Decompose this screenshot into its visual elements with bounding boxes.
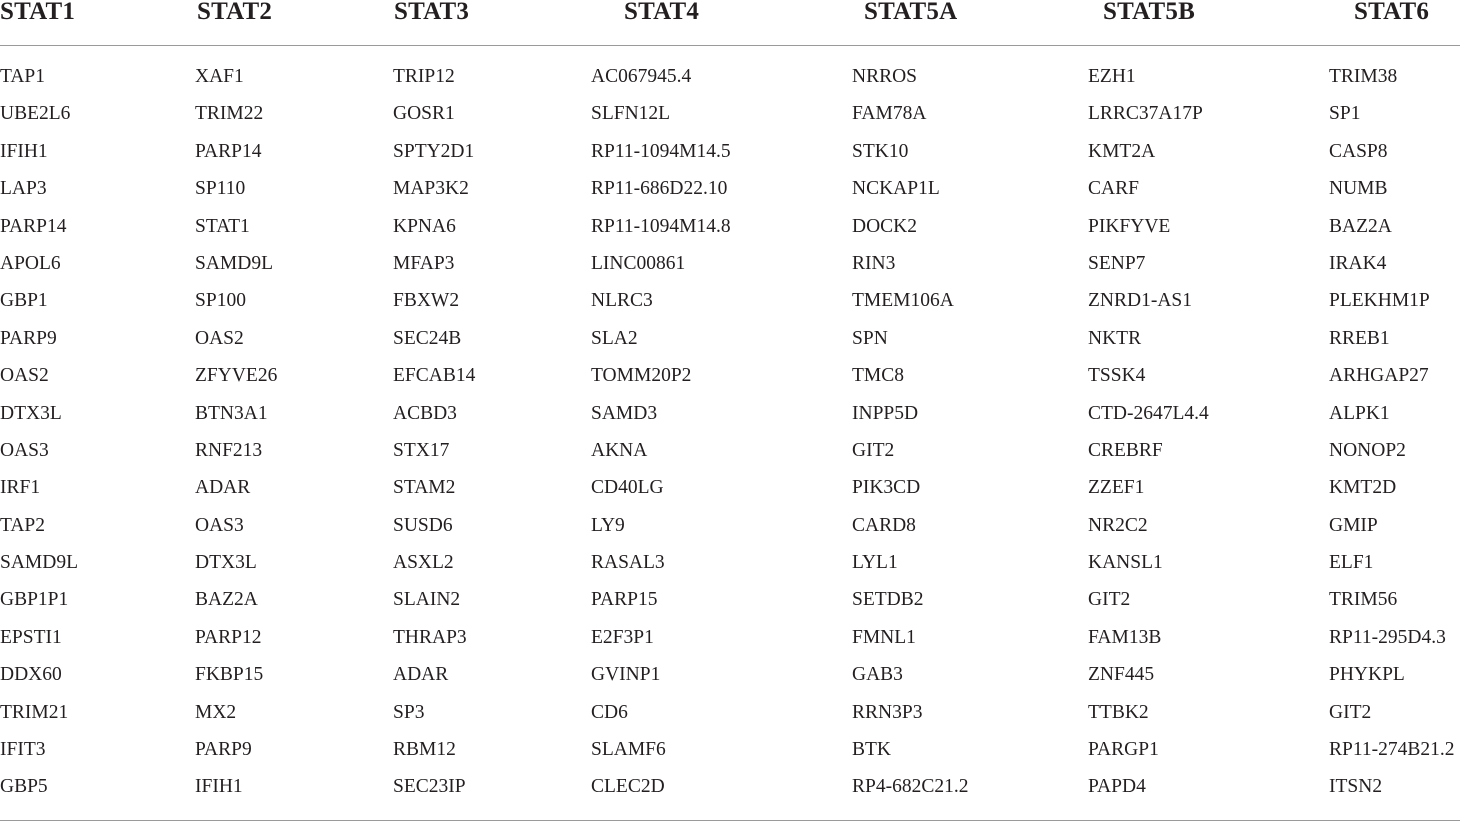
table-row — [0, 623, 1460, 660]
table-cell: TRIP12 — [393, 66, 455, 87]
table-cell: SAMD9L — [0, 552, 79, 574]
table-cell: GAB3 — [852, 664, 903, 686]
table-cell: RBM12 — [393, 739, 456, 761]
table-cell: NRROS — [852, 66, 918, 87]
table-cell: IFIT3 — [0, 739, 46, 761]
table-cell: ZNF445 — [1088, 664, 1155, 686]
table-cell: CD6 — [591, 701, 628, 723]
table-cell: CLEC2D — [591, 776, 665, 798]
table-cell: APOL6 — [0, 252, 61, 274]
table-header-row — [0, 0, 1460, 30]
table-row — [0, 511, 1460, 548]
table-cell: GIT2 — [1329, 701, 1372, 723]
table-cell: SP3 — [393, 701, 425, 723]
table-cell: NUMB — [1329, 178, 1388, 200]
table-cell: OAS3 — [0, 439, 49, 461]
table-cell: SPTY2D1 — [393, 140, 475, 162]
table-cell: TRIM22 — [195, 103, 264, 125]
table-cell: XAF1 — [195, 66, 244, 87]
table-cell: IRAK4 — [1329, 252, 1387, 274]
table-cell: ALPK1 — [1329, 402, 1390, 424]
table-cell: ITSN2 — [1329, 776, 1383, 798]
table-body — [0, 62, 1460, 810]
table-cell: STK10 — [852, 140, 909, 162]
table-cell: LY9 — [591, 514, 625, 536]
table-cell: ADAR — [195, 477, 251, 499]
table-cell: KPNA6 — [393, 215, 456, 237]
table-row — [0, 324, 1460, 361]
header-stat1: STAT1 — [0, 0, 76, 25]
table-cell: IRF1 — [0, 477, 41, 499]
table-cell: LAP3 — [0, 178, 47, 200]
table-row — [0, 212, 1460, 249]
table-cell: MFAP3 — [393, 252, 455, 274]
table-cell: SENP7 — [1088, 252, 1146, 274]
table-cell: TAP2 — [0, 514, 46, 536]
table-cell: SUSD6 — [393, 514, 453, 536]
table-row — [0, 660, 1460, 697]
table-cell: DOCK2 — [852, 215, 918, 237]
header-stat4: STAT4 — [624, 0, 700, 25]
table-row — [0, 399, 1460, 436]
table-cell: PIKFYVE — [1088, 215, 1171, 237]
table-cell: IFIH1 — [0, 140, 48, 162]
table-cell: RP11-295D4.3 — [1329, 626, 1446, 648]
table-cell: CTD-2647L4.4 — [1088, 402, 1209, 424]
header-divider — [0, 45, 1460, 46]
table-cell: CARD8 — [852, 514, 916, 536]
table-cell: SLAMF6 — [591, 739, 666, 761]
table-cell: BAZ2A — [195, 589, 258, 611]
table-cell: PAPD4 — [1088, 776, 1146, 798]
table-cell: UBE2L6 — [0, 103, 71, 125]
table-cell: AC067945.4 — [591, 66, 692, 87]
table-cell: PARP14 — [0, 215, 67, 237]
table-cell: STAM2 — [393, 477, 456, 499]
table-cell: PARP14 — [195, 140, 262, 162]
table-cell: EFCAB14 — [393, 365, 476, 387]
table-cell: EPSTI1 — [0, 626, 62, 648]
table-cell: OAS2 — [0, 365, 49, 387]
table-cell: SP1 — [1329, 103, 1361, 125]
table-cell: DDX60 — [0, 664, 62, 686]
table-cell: RP11-274B21.2 — [1329, 739, 1455, 761]
table-cell: RASAL3 — [591, 552, 665, 574]
table-cell: SETDB2 — [852, 589, 924, 611]
table-row — [0, 361, 1460, 398]
header-stat2: STAT2 — [197, 0, 273, 25]
table-cell: ACBD3 — [393, 402, 457, 424]
table-row — [0, 548, 1460, 585]
header-stat5a: STAT5A — [864, 0, 958, 25]
table-cell: BTK — [852, 739, 891, 761]
table-cell: NR2C2 — [1088, 514, 1148, 536]
table-cell: E2F3P1 — [591, 626, 654, 648]
table-row — [0, 137, 1460, 174]
header-stat5b: STAT5B — [1103, 0, 1195, 25]
table-cell: RREB1 — [1329, 327, 1390, 349]
table-cell: PARGP1 — [1088, 739, 1159, 761]
table-cell: PARP9 — [0, 327, 57, 349]
table-cell: FKBP15 — [195, 664, 264, 686]
table-cell: SAMD9L — [195, 252, 274, 274]
table-row — [0, 249, 1460, 286]
table-row — [0, 99, 1460, 136]
table-cell: GIT2 — [852, 439, 895, 461]
table-cell: PIK3CD — [852, 477, 921, 499]
table-cell: KMT2D — [1329, 477, 1397, 499]
table-cell: SLA2 — [591, 327, 638, 349]
table-cell: SEC24B — [393, 327, 462, 349]
table-cell: NCKAP1L — [852, 178, 940, 200]
table-cell: EZH1 — [1088, 66, 1136, 87]
table-cell: ARHGAP27 — [1329, 365, 1429, 387]
table-cell: TRIM21 — [0, 701, 69, 723]
table-cell: KMT2A — [1088, 140, 1156, 162]
table-cell: AKNA — [591, 439, 648, 461]
table-cell: MAP3K2 — [393, 178, 469, 200]
table-cell: SAMD3 — [591, 402, 658, 424]
table-bottom-rule — [0, 820, 1460, 821]
table-cell: STAT1 — [195, 215, 250, 237]
table-cell: SEC23IP — [393, 776, 466, 798]
table-cell: KANSL1 — [1088, 552, 1163, 574]
table-row — [0, 436, 1460, 473]
table-cell: TOMM20P2 — [591, 365, 692, 387]
table-cell: GBP5 — [0, 776, 48, 798]
table-cell: OAS3 — [195, 514, 244, 536]
table-row — [0, 772, 1460, 809]
table-cell: TMEM106A — [852, 290, 954, 312]
table-cell: FBXW2 — [393, 290, 460, 312]
table-cell: NONOP2 — [1329, 439, 1406, 461]
table-cell: RRN3P3 — [852, 701, 923, 723]
table-cell: CD40LG — [591, 477, 664, 499]
table-cell: RP11-686D22.10 — [591, 178, 728, 200]
header-stat3: STAT3 — [394, 0, 470, 25]
table-cell: TSSK4 — [1088, 365, 1146, 387]
table-cell: INPP5D — [852, 402, 919, 424]
table-row — [0, 174, 1460, 211]
table-cell: RNF213 — [195, 439, 263, 461]
table-cell: NLRC3 — [591, 290, 653, 312]
table-cell: BAZ2A — [1329, 215, 1392, 237]
table-cell: LYL1 — [852, 552, 898, 574]
table-cell: GBP1 — [0, 290, 48, 312]
table-cell: GMIP — [1329, 514, 1378, 536]
table-cell: PARP12 — [195, 626, 262, 648]
table-cell: THRAP3 — [393, 626, 467, 648]
table-cell: SP110 — [195, 178, 246, 200]
table-row — [0, 286, 1460, 323]
table-cell: CASP8 — [1329, 140, 1388, 162]
table-cell: NKTR — [1088, 327, 1142, 349]
table-cell: CREBRF — [1088, 439, 1163, 461]
table-cell: STX17 — [393, 439, 450, 461]
table-cell: ASXL2 — [393, 552, 454, 574]
table-row — [0, 698, 1460, 735]
table-cell: SPN — [852, 327, 888, 349]
table-cell: DTX3L — [195, 552, 257, 574]
table-cell: PARP15 — [591, 589, 658, 611]
table-row — [0, 62, 1460, 99]
table-cell: ELF1 — [1329, 552, 1374, 574]
table-cell: PLEKHM1P — [1329, 290, 1430, 312]
table-cell: RIN3 — [852, 252, 896, 274]
table-cell: GVINP1 — [591, 664, 661, 686]
table-cell: PARP9 — [195, 739, 252, 761]
table-cell: FMNL1 — [852, 626, 916, 648]
table-cell: ADAR — [393, 664, 449, 686]
table-cell: CARF — [1088, 178, 1139, 200]
table-row — [0, 473, 1460, 510]
table-cell: SP100 — [195, 290, 246, 312]
table-cell: RP11-1094M14.8 — [591, 215, 731, 237]
table-cell: GOSR1 — [393, 103, 455, 125]
table-cell: DTX3L — [0, 402, 62, 424]
table-cell: TAP1 — [0, 66, 46, 87]
table-cell: MX2 — [195, 701, 237, 723]
table-row — [0, 735, 1460, 772]
table-cell: BTN3A1 — [195, 402, 268, 424]
table-cell: LINC00861 — [591, 252, 686, 274]
table-cell: FAM13B — [1088, 626, 1162, 648]
table-cell: TTBK2 — [1088, 701, 1149, 723]
header-stat6: STAT6 — [1354, 0, 1430, 25]
table-row — [0, 585, 1460, 622]
table-cell: SLFN12L — [591, 103, 671, 125]
table-cell: ZFYVE26 — [195, 365, 278, 387]
table-cell: RP11-1094M14.5 — [591, 140, 731, 162]
table-cell: PHYKPL — [1329, 664, 1405, 686]
table-cell: GBP1P1 — [0, 589, 69, 611]
table-cell: FAM78A — [852, 103, 927, 125]
table-cell: ZNRD1-AS1 — [1088, 290, 1193, 312]
table-cell: LRRC37A17P — [1088, 103, 1203, 125]
table-cell: OAS2 — [195, 327, 244, 349]
table-cell: ZZEF1 — [1088, 477, 1145, 499]
table-cell: TRIM56 — [1329, 589, 1398, 611]
table-cell: SLAIN2 — [393, 589, 461, 611]
table-cell: IFIH1 — [195, 776, 243, 798]
table-cell: RP4-682C21.2 — [852, 776, 969, 798]
table-cell: GIT2 — [1088, 589, 1131, 611]
table-cell: TMC8 — [852, 365, 905, 387]
table-cell: TRIM38 — [1329, 66, 1398, 87]
